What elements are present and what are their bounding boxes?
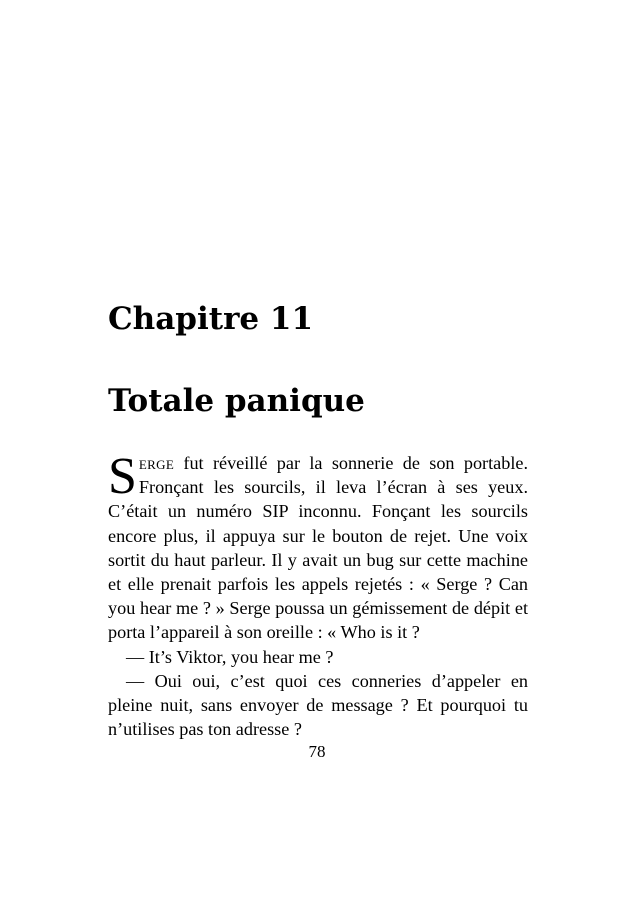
drop-cap: S — [108, 448, 137, 505]
chapter-title: Totale panique — [108, 382, 365, 419]
paragraph-2: — It’s Viktor, you hear me ? — [126, 646, 334, 667]
chapter-label: Chapitre 11 — [108, 300, 314, 337]
paragraph-1-text: fut réveillé par la sonnerie de son portable. Fronçant les sourcils, il leva l’écran à ses yeux. C’était un numéro SIP inconnu. Fonçant les sourcils encore plus, il appuya sur le bouton de rejet. Une voix sortit du haut parleur. Il y avait un bug sur cette machine et elle prenait parfois les appels rejetés : « Serge ? Can you hear me ? » Serge poussa un gémissement de dépit et porta l’appareil à son oreille : « Who is it ? — [108, 453, 528, 643]
chapter-body — [108, 448, 528, 741]
lead-smallcaps: erge — [138, 453, 175, 473]
page-number: 78 — [308, 742, 326, 761]
paragraph-3: — Oui oui, c’est quoi ces conneries d’appeler en pleine nuit, sans envoyer de message ? Et pourquoi tu n’utilises pas ton adresse ? — [108, 670, 528, 740]
paragraph-1 — [108, 448, 528, 645]
